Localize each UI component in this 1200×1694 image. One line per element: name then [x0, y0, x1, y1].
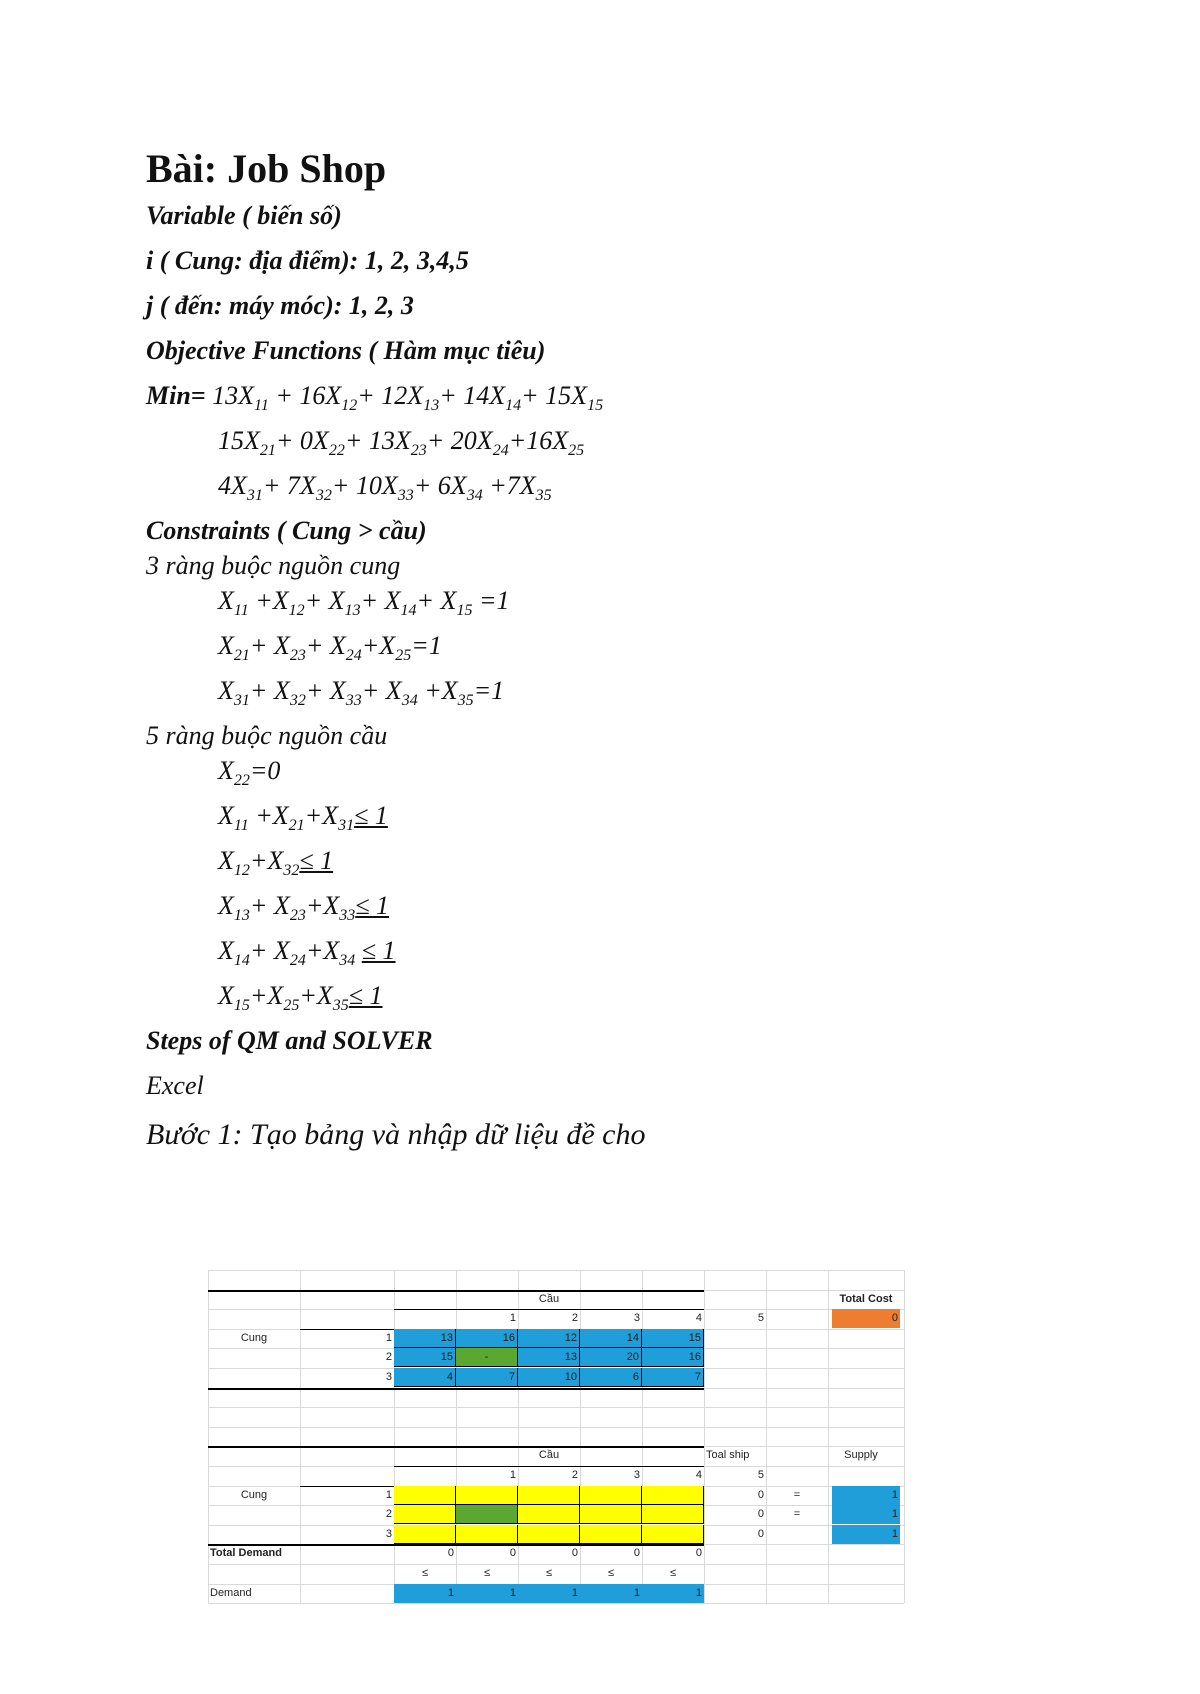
- supply-constraint-2: $X_{21}+ X_{23}+ X_{24}+X_{25}=1$: [218, 631, 442, 664]
- matrix-cell: [518, 1505, 580, 1524]
- total-demand-value: 0: [447, 1547, 454, 1560]
- matrix-cell: [456, 1486, 518, 1505]
- matrix-cell: [456, 1525, 518, 1544]
- row-header: 3: [385, 1527, 392, 1540]
- row-header: 2: [385, 1508, 392, 1521]
- matrix-cell: 4: [394, 1368, 456, 1387]
- row-header: 1: [385, 1488, 392, 1501]
- objective-line-2: $15X_{21}+ 0X_{22}+ 13X_{23}+ 20X_{24}+16X_{25}$: [218, 426, 585, 459]
- matrix-cell: [642, 1505, 704, 1524]
- demand-value: 1: [642, 1584, 704, 1603]
- demand-constraint-1: $X_{11} +X_{21}+X_{31}\le 1$: [218, 801, 388, 834]
- grid-row-line: [208, 1270, 904, 1271]
- demand-constraint-3: $X_{13}+ X_{23}+X_{33}\le 1$: [218, 891, 390, 924]
- grid-col-line: [766, 1270, 767, 1603]
- constraints-heading: Constraints ( Cung > cầu): [146, 516, 427, 545]
- demand-label: Demand: [210, 1586, 252, 1599]
- matrix-cell: 6: [580, 1368, 642, 1387]
- grid-row-line: [208, 1407, 904, 1408]
- col-header: 4: [695, 1312, 702, 1325]
- document-body: [146, 140, 1106, 1151]
- demand-value: 1: [456, 1584, 518, 1603]
- matrix-cell: [642, 1525, 704, 1544]
- demand-value: 1: [394, 1584, 456, 1603]
- col-header: 2: [571, 1312, 578, 1325]
- supply-constraints-caption: 3 ràng buộc nguồn cung: [146, 551, 401, 580]
- total-cost-value: 0: [832, 1309, 900, 1328]
- col-header: 1: [509, 1469, 516, 1481]
- matrix-cell: [642, 1486, 704, 1505]
- matrix-cell: [394, 1486, 456, 1505]
- page-title: Bài: Job Shop: [146, 146, 387, 191]
- grid-col-line: [300, 1270, 301, 1603]
- total-demand-value: 0: [633, 1547, 640, 1560]
- supply-value: 1: [832, 1505, 900, 1524]
- matrix-cell: [580, 1525, 642, 1544]
- cau-header: Cầu: [538, 1292, 560, 1305]
- supply-constraint-3: $X_{31}+ X_{32}+ X_{33}+ X_{34} +X_{35}=1$: [218, 676, 505, 709]
- equals-sign: =: [793, 1508, 801, 1521]
- demand-constraint-5: $X_{15}+X_{25}+X_{35}\le 1$: [218, 981, 383, 1014]
- toal-ship-value: 0: [757, 1527, 764, 1540]
- grid-row-line: [208, 1603, 904, 1604]
- row-header: 2: [385, 1351, 392, 1364]
- demand-value: 1: [518, 1584, 580, 1603]
- demand-constraint-2: $X_{12}+X_{32}\le 1$: [218, 846, 334, 879]
- total-demand-value: 0: [571, 1547, 578, 1560]
- cung-label: Cung: [240, 1331, 268, 1344]
- matrix-cell: 16: [642, 1348, 704, 1367]
- matrix-cell: [394, 1525, 456, 1544]
- matrix-cell: [518, 1525, 580, 1544]
- i-definition: i ( Cung: địa điểm): 1, 2, 3,4,5: [146, 246, 469, 275]
- le-sign: ≤: [421, 1567, 429, 1579]
- equals-sign: =: [793, 1488, 801, 1501]
- matrix-cell: 16: [456, 1329, 518, 1348]
- matrix-cell: [456, 1505, 518, 1524]
- matrix-cell: 13: [518, 1348, 580, 1367]
- col-header: 5: [757, 1312, 764, 1325]
- matrix-cell: [580, 1486, 642, 1505]
- total-demand-value: 0: [695, 1547, 702, 1560]
- matrix-cell: 10: [518, 1368, 580, 1387]
- grid-row-line: [208, 1427, 904, 1428]
- row-header: 1: [385, 1331, 392, 1344]
- total-demand-value: 0: [509, 1547, 516, 1560]
- le-sign: ≤: [607, 1567, 615, 1579]
- supply-constraint-1: $X_{11} +X_{12}+ X_{13}+ X_{14}+ X_{15} =1$: [218, 586, 510, 619]
- matrix-cell: 12: [518, 1329, 580, 1348]
- demand-constraints-caption: 5 ràng buộc nguồn cầu: [146, 721, 388, 750]
- matrix-cell: 15: [394, 1348, 456, 1367]
- excel-label: Excel: [146, 1071, 204, 1100]
- min-label: Min=: [146, 381, 206, 410]
- demand-constraint-4: $X_{14}+ X_{24}+X_{34} \le 1$: [218, 936, 396, 969]
- col-header: 4: [695, 1469, 702, 1481]
- supply-value: 1: [832, 1525, 900, 1544]
- matrix-cell: [518, 1486, 580, 1505]
- matrix-cell: 20: [580, 1348, 642, 1367]
- matrix-cell: 7: [456, 1368, 518, 1387]
- toal-ship-value: 0: [757, 1508, 764, 1521]
- table-bottom-border: [208, 1388, 704, 1390]
- matrix-cell: 13: [394, 1329, 456, 1348]
- matrix-cell: [394, 1505, 456, 1524]
- variable-heading: Variable ( biến số): [146, 201, 342, 230]
- le-sign: ≤: [483, 1567, 491, 1579]
- matrix-cell: 7: [642, 1368, 704, 1387]
- demand-constraint-x22: $X_{22}=0$: [218, 756, 281, 789]
- j-definition: j ( đến: máy móc): 1, 2, 3: [146, 291, 414, 320]
- supply-value: 1: [832, 1486, 900, 1505]
- le-sign: ≤: [545, 1567, 553, 1579]
- col-header: 1: [509, 1312, 516, 1325]
- toal-ship-label: Toal ship: [706, 1449, 750, 1462]
- matrix-cell: 14: [580, 1329, 642, 1348]
- row-header: 3: [385, 1371, 392, 1383]
- objective-line-3: $4X_{31}+ 7X_{32}+ 10X_{33}+ 6X_{34} +7X_{35}$: [218, 471, 552, 504]
- demand-value: 1: [580, 1584, 642, 1603]
- total-cost-label: Total Cost: [839, 1292, 893, 1305]
- cau-header: Cầu: [538, 1449, 560, 1462]
- objective-heading: Objective Functions ( Hàm mục tiêu): [146, 336, 546, 365]
- grid-col-line: [904, 1270, 905, 1603]
- objective-line-1: $Min= 13X_{11} + 16X_{12}+ 12X_{13}+ 14X_{14}+ 15X_{15}$: [146, 381, 604, 414]
- steps-heading: Steps of QM and SOLVER: [146, 1026, 433, 1055]
- col-header: 2: [571, 1469, 578, 1481]
- le-sign: ≤: [669, 1567, 677, 1579]
- supply-label: Supply: [844, 1449, 878, 1462]
- matrix-cell: -: [456, 1348, 518, 1367]
- col-header: 3: [633, 1312, 640, 1325]
- matrix-cell: 15: [642, 1329, 704, 1348]
- grid-col-line: [828, 1270, 829, 1603]
- step-1-heading: Bước 1: Tạo bảng và nhập dữ liệu đề cho: [146, 1118, 646, 1151]
- total-demand-label: Total Demand: [210, 1547, 282, 1560]
- excel-screenshot: [208, 1270, 904, 1606]
- cung-label: Cung: [240, 1488, 268, 1501]
- toal-ship-value: 0: [757, 1488, 764, 1501]
- matrix-cell: [580, 1505, 642, 1524]
- col-header: 5: [757, 1469, 764, 1481]
- col-header: 3: [633, 1469, 640, 1481]
